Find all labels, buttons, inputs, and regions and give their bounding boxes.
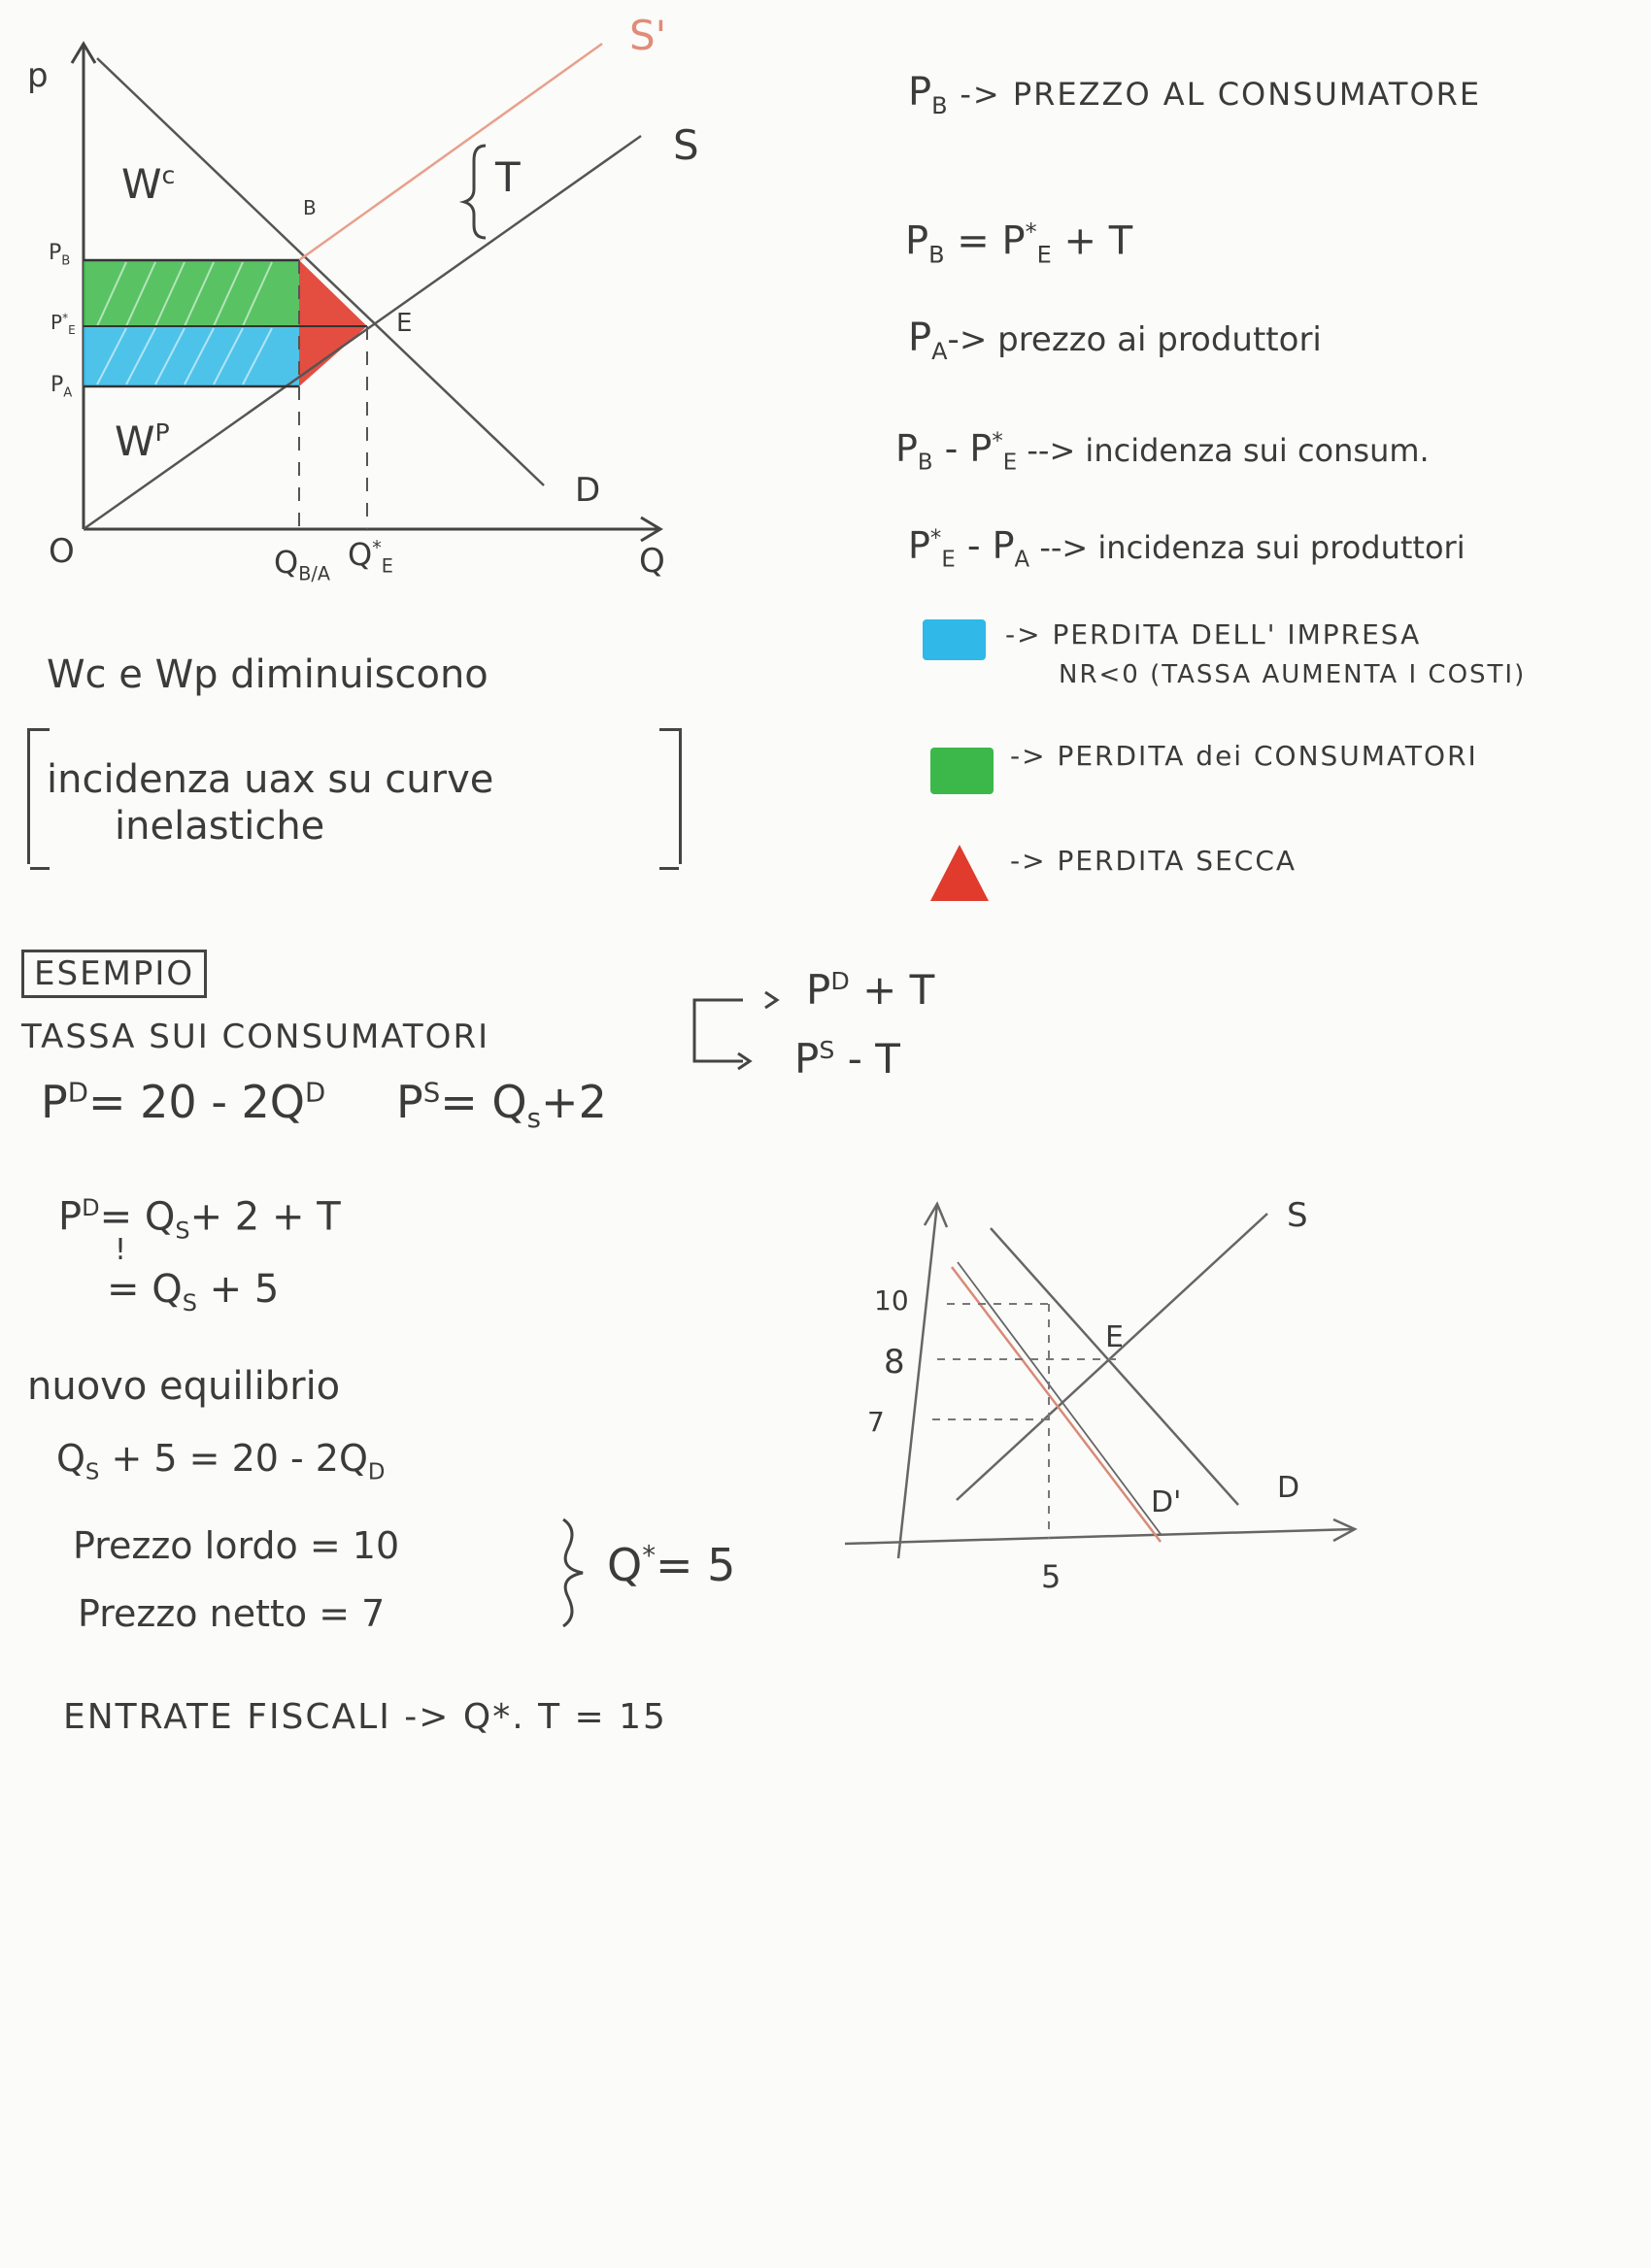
graph2-supply	[957, 1214, 1267, 1500]
legend-green-swatch	[930, 748, 994, 794]
note-pb-definition: $P_B$ -> PREZZO AL CONSUMATORE	[908, 70, 1482, 119]
graph2-x-axis	[845, 1529, 1355, 1544]
legend-red-text: -> PERDITA SECCA	[1010, 845, 1297, 877]
taxed-demand-line-b-mark: !	[115, 1233, 127, 1267]
graph2-x-5: 5	[1041, 1558, 1061, 1595]
graph2-e-label: E	[1105, 1320, 1124, 1354]
supply-equation: $P^S= Q_s+2$	[396, 1076, 607, 1135]
graph2-d-label: D	[1277, 1471, 1300, 1505]
graph1-q-axis-label: Q	[639, 542, 665, 581]
supply-taxed-label: S'	[629, 12, 667, 59]
point-b-label: B	[303, 196, 317, 219]
graph1-p-axis-label: p	[27, 56, 49, 95]
graph2-d-prime-label: D'	[1151, 1485, 1182, 1519]
graph2-y-7: 7	[867, 1406, 885, 1438]
demand-equation: $P^D= 20 - 2Q^D$	[41, 1076, 326, 1128]
graph2-y-10: 10	[874, 1284, 909, 1317]
gross-price: Prezzo lordo = 10	[73, 1524, 400, 1567]
bracket-line-2: $P^S$ - T	[794, 1035, 900, 1083]
graph2-demand-shifted	[952, 1267, 1161, 1542]
example-title: ESEMPIO	[21, 950, 207, 998]
graph1-origin-label: O	[49, 532, 75, 571]
qba-label: $Q_{B/A}$	[274, 544, 330, 585]
deadweight-loss-triangle	[299, 260, 367, 386]
legend-red-swatch	[930, 845, 989, 901]
legend-green-text: -> PERDITA dei CONSUMATORI	[1010, 740, 1478, 772]
legend-blue-swatch	[923, 619, 986, 660]
tax-label: T	[495, 153, 521, 201]
note-producer-incidence: $P^*_E - P_A$ --> incidenza sui produttori	[908, 524, 1466, 573]
legend-blue-text-1: -> PERDITA DELL' IMPRESA	[1005, 618, 1422, 650]
producer-loss-area	[84, 326, 299, 386]
qstar-brace	[563, 1519, 583, 1626]
pa-label: $P_A$	[51, 373, 73, 401]
tax-brace	[464, 146, 486, 238]
incidence-note-1: incidenza uax su curve	[47, 757, 494, 802]
graph2-y-8: 8	[884, 1343, 905, 1382]
note-pb-equation: $P_B = P^*_E + T$	[905, 218, 1133, 269]
producer-welfare-label: $W^P$	[115, 417, 170, 465]
pe-label: $P^*_E$	[51, 311, 76, 337]
taxed-demand-line-b: = $Q_S + 5$	[107, 1267, 280, 1317]
consumer-loss-area	[84, 260, 299, 326]
demand-label: D	[575, 471, 601, 510]
welfare-note: Wc e Wp diminuiscono	[47, 652, 489, 697]
legend-blue-text-2: NR<0 (TASSA AUMENTA I COSTI)	[1059, 660, 1527, 689]
note-consumer-incidence: $P_B - P^*_E$ --> incidenza sui consum.	[895, 427, 1430, 476]
example-bracket	[694, 1000, 743, 1061]
new-equilibrium-label: nuovo equilibrio	[27, 1364, 341, 1409]
new-equilibrium-equation: $Q_S + 5 = 20 - 2Q_D$	[56, 1437, 386, 1485]
bracket-line-1: $P^D + T$	[806, 966, 935, 1014]
supply-curve-taxed	[299, 44, 602, 260]
pb-label: $P_B$	[49, 241, 71, 269]
taxed-demand-line-a: $P^D= Q_S+ 2 + T$	[58, 1194, 341, 1245]
supply-label: S	[673, 121, 699, 169]
incidence-note-2: inelastiche	[115, 804, 325, 849]
qe-label: $Q^*_E$	[348, 536, 393, 578]
consumer-welfare-label: $W^c$	[121, 160, 176, 208]
example-subtitle: TASSA SUI CONSUMATORI	[21, 1017, 490, 1056]
tax-revenue: ENTRATE FISCALI -> Q*. T = 15	[63, 1697, 667, 1737]
graph2-s-label: S	[1287, 1196, 1308, 1235]
note-pa-definition: $P_A->$ prezzo ai produttori	[908, 316, 1322, 365]
net-price: Prezzo netto = 7	[78, 1592, 386, 1635]
equilibrium-quantity: Q*= 5	[607, 1539, 736, 1591]
point-e-label: E	[396, 309, 413, 338]
